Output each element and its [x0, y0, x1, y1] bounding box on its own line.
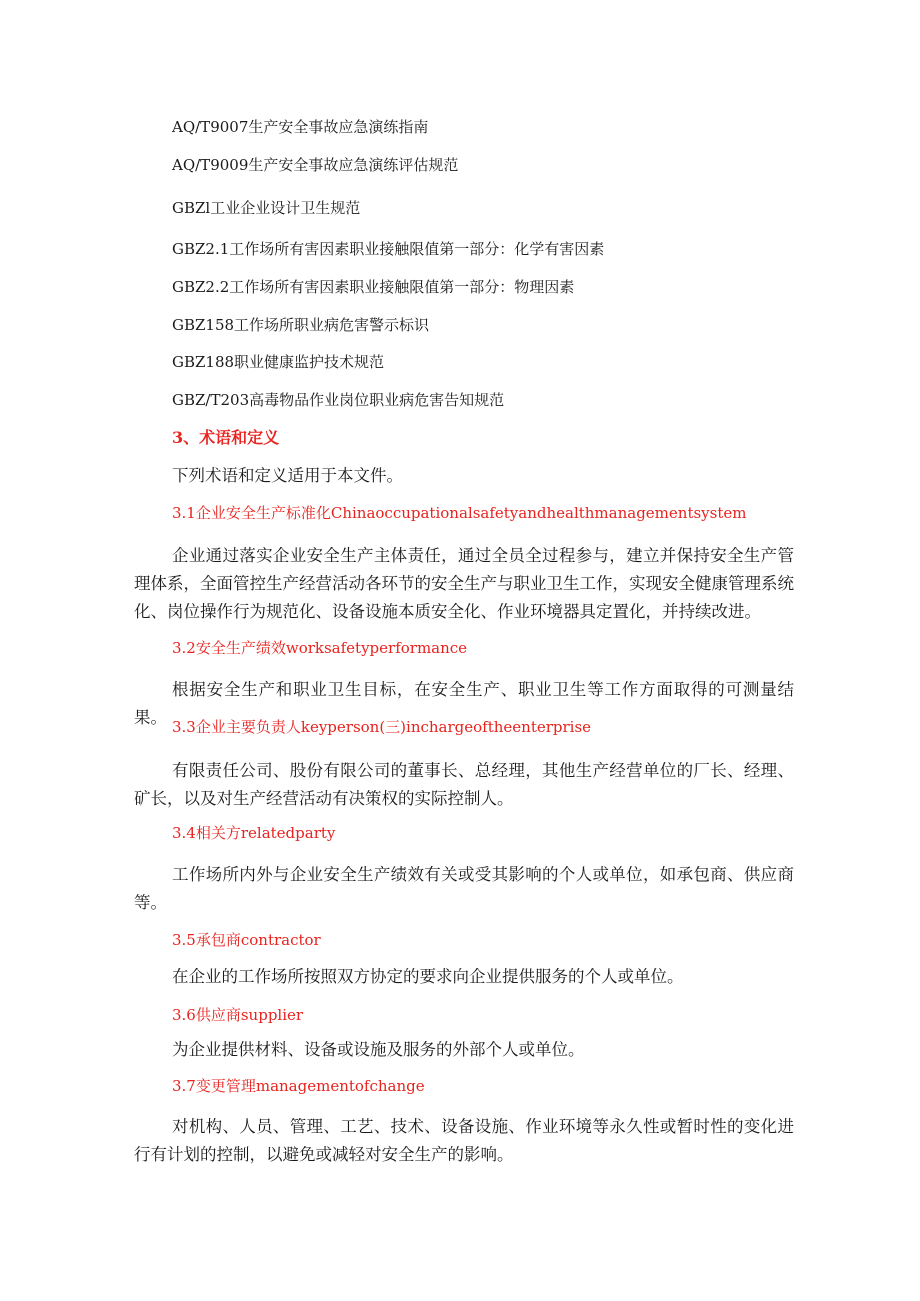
term-title: 3.5承包商contractor [172, 931, 321, 949]
term-definition: 对机构、人员、管理、工艺、技术、设备设施、作业环境等永久性或暂时性的变化进行有计划的控制，以避免或减轻对安全生产的影响。 [134, 1117, 794, 1164]
section-intro: 下列术语和定义适用于本文件。 [172, 466, 403, 485]
term-definition: 工作场所内外与企业安全生产绩效有关或受其影响的个人或单位，如承包商、供应商等。 [134, 865, 794, 912]
term-definition: 为企业提供材料、设备或设施及服务的外部个人或单位。 [172, 1040, 585, 1059]
reference-item: GBZ2.1工作场所有害因素职业接触限值第一部分：化学有害因素 [172, 240, 605, 258]
reference-item: GBZ/T203高毒物品作业岗位职业病危害告知规范 [172, 391, 505, 409]
reference-item: GBZ158工作场所职业病危害警示标识 [172, 316, 430, 334]
reference-item: GBZ188职业健康监护技术规范 [172, 353, 385, 371]
term-title: 3.7变更管理managementofchange [172, 1077, 425, 1095]
reference-item: GBZ2.2工作场所有害因素职业接触限值第一部分：物理因素 [172, 278, 575, 296]
term-title: 3.2安全生产绩效worksafetyperformance [172, 639, 468, 657]
term-definition: 根据安全生产和职业卫生目标，在安全生产、职业卫生等工作方面取得的可测量结果。 [134, 680, 794, 727]
reference-item: AQ/T9007生产安全事故应急演练指南 [172, 118, 429, 136]
term-definition: 有限责任公司、股份有限公司的董事长、总经理，其他生产经营单位的厂长、经理、矿长，以及对生产经营活动有决策权的实际控制人。 [134, 761, 794, 808]
term-title: 3.1企业安全生产标准化Chinaoccupationalsafetyandhealthmanagementsystem [172, 504, 747, 522]
term-definition: 企业通过落实企业安全生产主体责任，通过全员全过程参与，建立并保持安全生产管理体系，全面管控生产经营活动各环节的安全生产与职业卫生工作，实现安全健康管理系统化、岗位操作行为规范化、设备设施本质安全化、作业环境器具定置化，并持续改进。 [134, 546, 794, 621]
section-heading: 3、术语和定义 [172, 428, 280, 447]
reference-item: GBZl工业企业设计卫生规范 [172, 199, 361, 217]
term-title: 3.6供应商supplier [172, 1006, 304, 1024]
term-title: 3.4相关方relatedparty [172, 824, 336, 842]
term-definition: 在企业的工作场所按照双方协定的要求向企业提供服务的个人或单位。 [172, 967, 684, 986]
term-title: 3.3企业主要负责人keyperson(三)inchargeoftheenterprise [172, 718, 592, 736]
reference-item: AQ/T9009生产安全事故应急演练评估规范 [172, 156, 459, 174]
